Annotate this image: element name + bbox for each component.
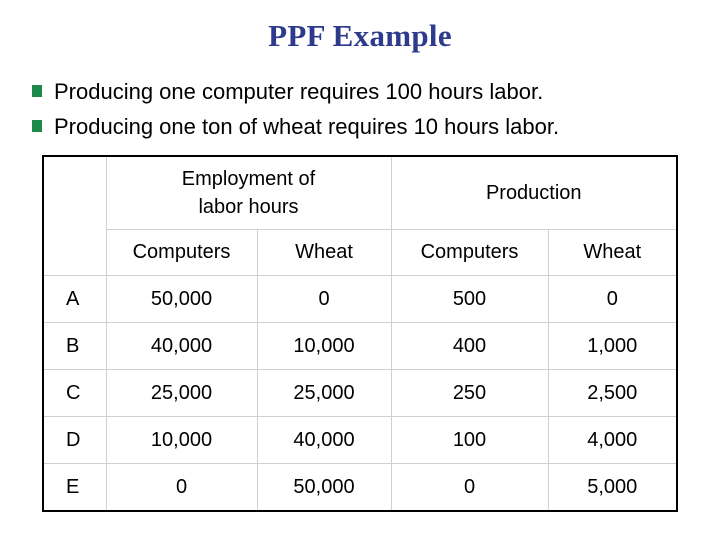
table-group-header-row <box>43 156 677 230</box>
column-header: Wheat <box>257 230 391 276</box>
column-header: Computers <box>106 230 257 276</box>
row-label: A <box>43 276 106 323</box>
employment-header: Employment of labor hours <box>106 156 391 230</box>
table-cell: 100 <box>391 417 548 464</box>
table-cell: 4,000 <box>548 417 677 464</box>
table-corner-cell <box>43 156 106 276</box>
table-cell: 25,000 <box>257 370 391 417</box>
table-row <box>43 464 677 512</box>
table-cell: 50,000 <box>257 464 391 512</box>
row-label: E <box>43 464 106 512</box>
table-cell: 0 <box>257 276 391 323</box>
bullet-item <box>30 109 710 144</box>
table-cell: 0 <box>106 464 257 512</box>
table-sub-header-row <box>43 230 677 276</box>
bullet-text: Producing one ton of wheat requires 10 hours labor. <box>54 114 560 139</box>
production-header: Production <box>391 156 677 230</box>
ppf-table <box>42 155 678 512</box>
table-row <box>43 370 677 417</box>
row-label: D <box>43 417 106 464</box>
table-cell: 40,000 <box>257 417 391 464</box>
table-cell: 10,000 <box>106 417 257 464</box>
table-cell: 0 <box>548 276 677 323</box>
square-bullet-icon <box>32 120 42 132</box>
table-cell: 1,000 <box>548 323 677 370</box>
row-label: C <box>43 370 106 417</box>
table-row <box>43 417 677 464</box>
row-label: B <box>43 323 106 370</box>
column-header: Computers <box>391 230 548 276</box>
table-cell: 250 <box>391 370 548 417</box>
table-cell: 500 <box>391 276 548 323</box>
column-header: Wheat <box>548 230 677 276</box>
table-cell: 40,000 <box>106 323 257 370</box>
table-cell: 2,500 <box>548 370 677 417</box>
table-cell: 50,000 <box>106 276 257 323</box>
table-cell: 5,000 <box>548 464 677 512</box>
table-cell: 0 <box>391 464 548 512</box>
square-bullet-icon <box>32 85 42 97</box>
table-cell: 25,000 <box>106 370 257 417</box>
slide-title: PPF Example <box>268 18 452 53</box>
bullet-item <box>30 74 710 109</box>
table-cell: 400 <box>391 323 548 370</box>
table-cell: 10,000 <box>257 323 391 370</box>
table-row <box>43 323 677 370</box>
bullet-list <box>30 74 710 144</box>
bullet-text: Producing one computer requires 100 hours labor. <box>54 79 544 104</box>
table-row <box>43 276 677 323</box>
